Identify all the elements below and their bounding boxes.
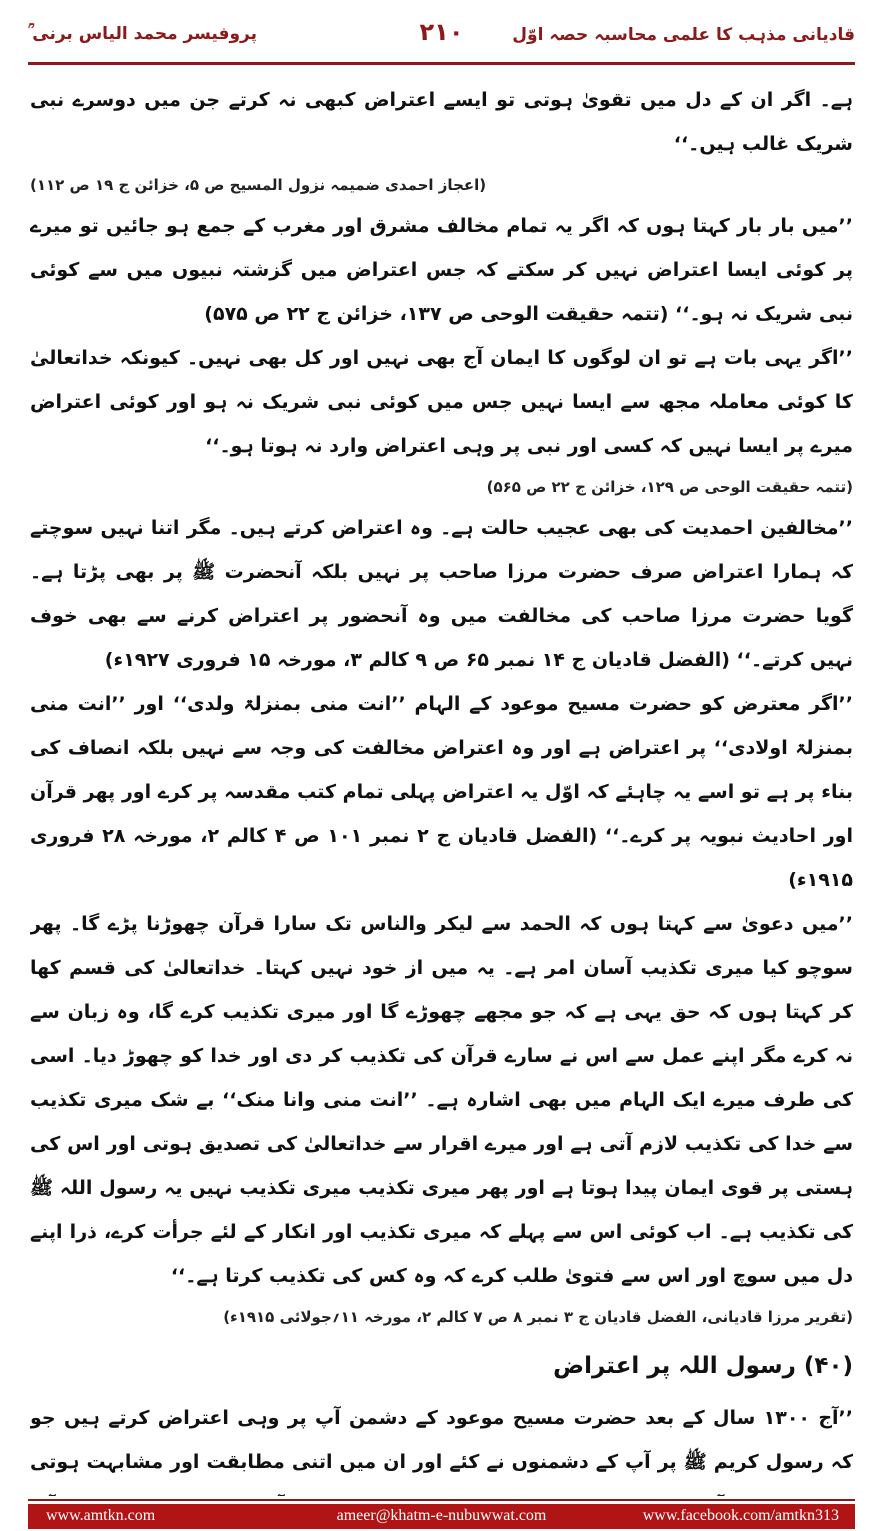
paragraph-5: ’’اگر معترض کو حضرت مسیح موعود کے الہام ’’انت منی بمنزلۃ ولدی‘‘ اور ’’انت منی بمنزلۃ اولادی‘‘ پر اعتراض ہے اور وہ اعتراض مخالفت کی وجہ سے نہیں بلکہ انصاف کی بناء پر ہے تو اسے یہ چاہئے کہ اوّل یہ اعتراض پہلی تمام کتب مقدسہ پر کرے اور پھر قرآن اور احادیث نبویہ پر کرے۔‘‘ (الفضل قادیان ج ۲ نمبر ۱۰۱ ص ۴ کالم ۲، مورخہ ۲۸ فروری ۱۹۱۵ء) (30, 693, 853, 891)
citation-3: (تقریر مرزا قادیانی، الفضل قادیان ج ۳ نمبر ۸ ص ۷ کالم ۲، مورخہ ۱۱؍جولائی ۱۹۱۵ء) (223, 1308, 853, 1326)
paragraph-1: ہے۔ اگر ان کے دل میں تقویٰ ہوتی تو ایسے اعتراض کبھی نہ کرتے جن میں دوسرے نبی شریک غالب ہیں۔‘‘ (30, 89, 853, 155)
citation-2: (تتمہ حقیقت الوحی ص ۱۲۹، خزائن ج ۲۲ ص ۵۶۵) (486, 478, 853, 496)
paragraph-6: ’’میں دعویٰ سے کہتا ہوں کہ الحمد سے لیکر والناس تک سارا قرآن چھوڑنا پڑے گا۔ پھر سوچو کیا میری تکذیب آسان امر ہے۔ یہ میں از خود نہیں کہتا۔ خداتعالیٰ کی قسم کھا کر کہتا ہوں کہ حق یہی ہے کہ جو مجھے چھوڑے گا اور میری تکذیب کرے گا، وہ زبان سے نہ کرے مگر اپنے عمل سے اس نے سارے قرآن کی تکذیب کر دی اور خدا کو چھوڑ دیا۔ اسی کی طرف میرے ایک الہام میں بھی اشارہ ہے۔ ’’انت منی وانا منک‘‘ بے شک میری تکذیب سے خدا کی تکذیب لازم آتی ہے اور میرے اقرار سے خداتعالیٰ کی تصدیق ہوتی اور اس کی ہستی پر قوی ایمان پیدا ہوتا ہے اور پھر میری تکذیب میری تکذیب نہیں یہ رسول اللہ ﷺ کی تکذیب ہے۔ اب کوئی اس سے پہلے کہ میری تکذیب اور انکار کے لئے جرأت کرے، ذرا اپنے دل میں سوچ اور اس سے فتویٰ طلب کرے کہ وہ کس کی تکذیب کرتا ہے۔‘‘ (30, 913, 853, 1287)
page-body (30, 78, 853, 1496)
citation-1: (اعجاز احمدی ضمیمہ نزول المسیح ص ۵، خزائن ج ۱۹ ص ۱۱۲) (30, 176, 487, 194)
paragraph-3: ’’اگر یہی بات ہے تو ان لوگوں کا ایمان آج بھی نہیں اور کل بھی نہیں۔ کیونکہ خداتعالیٰ کا کوئی معاملہ مجھ سے ایسا نہیں جس میں کوئی نبی شریک نہ ہو اور کوئی اعتراض میرے پر ایسا نہیں کہ کسی اور نبی پر وہی اعتراض وارد نہ ہوتا ہو۔‘‘ (30, 347, 853, 457)
page-number: ۲۱۰ (419, 18, 464, 46)
facebook-link[interactable]: www.facebook.com/amtkn313 (642, 1507, 839, 1524)
paragraph-2: ’’میں بار بار کہتا ہوں کہ اگر یہ تمام مخالف مشرق اور مغرب کے جمع ہو جائیں تو میرے پر کوئی ایسا اعتراض نہیں کر سکتے کہ جس اعتراض میں گزشتہ نبیوں میں سے کوئی نبی شریک نہ ہو۔‘‘ (تتمہ حقیقت الوحی ص ۱۳۷، خزائن ج ۲۲ ص ۵۷۵) (30, 215, 853, 325)
section-heading: (۴۰) رسول اللہ پر اعتراض (553, 1353, 853, 1379)
author-name: پروفیسر محمد الیاس برنی ؒ (28, 24, 258, 44)
page-footer (28, 1504, 855, 1529)
paragraph-7: ’’آج ۱۳۰۰ سال کے بعد حضرت مسیح موعود کے دشمن آپ پر وہی اعتراض کرتے ہیں جو کہ رسول کریم ﷺ پر آپ کے دشمنوں نے کئے اور ان میں اتنی مطابقت اور مشابہت ہوتی (30, 1407, 853, 1473)
footer-divider (28, 1499, 855, 1501)
paragraph-4: ’’مخالفین احمدیت کی بھی عجیب حالت ہے۔ وہ اعتراض کرتے ہیں۔ مگر اتنا نہیں سوچتے کہ ہمارا اعتراض صرف حضرت مرزا صاحب پر نہیں بلکہ آنحضرت ﷺ پر بھی پڑتا ہے۔ گویا حضرت مرزا صاحب کی مخالفت میں وہ آنحضور پر اعتراض کرنے سے بھی خوف نہیں کرتے۔‘‘ (الفضل قادیان ج ۱۴ نمبر ۶۵ ص ۹ کالم ۳، مورخہ ۱۵ فروری ۱۹۲۷ء) (30, 517, 853, 671)
book-title: قادیانی مذہب کا علمی محاسبہ حصہ اوّل (512, 25, 855, 45)
header-divider (28, 62, 855, 65)
page-header (28, 18, 855, 58)
website-link[interactable]: www.amtkn.com (46, 1507, 156, 1524)
email-link[interactable]: ameer@khatm-e-nubuwwat.com (336, 1507, 547, 1524)
